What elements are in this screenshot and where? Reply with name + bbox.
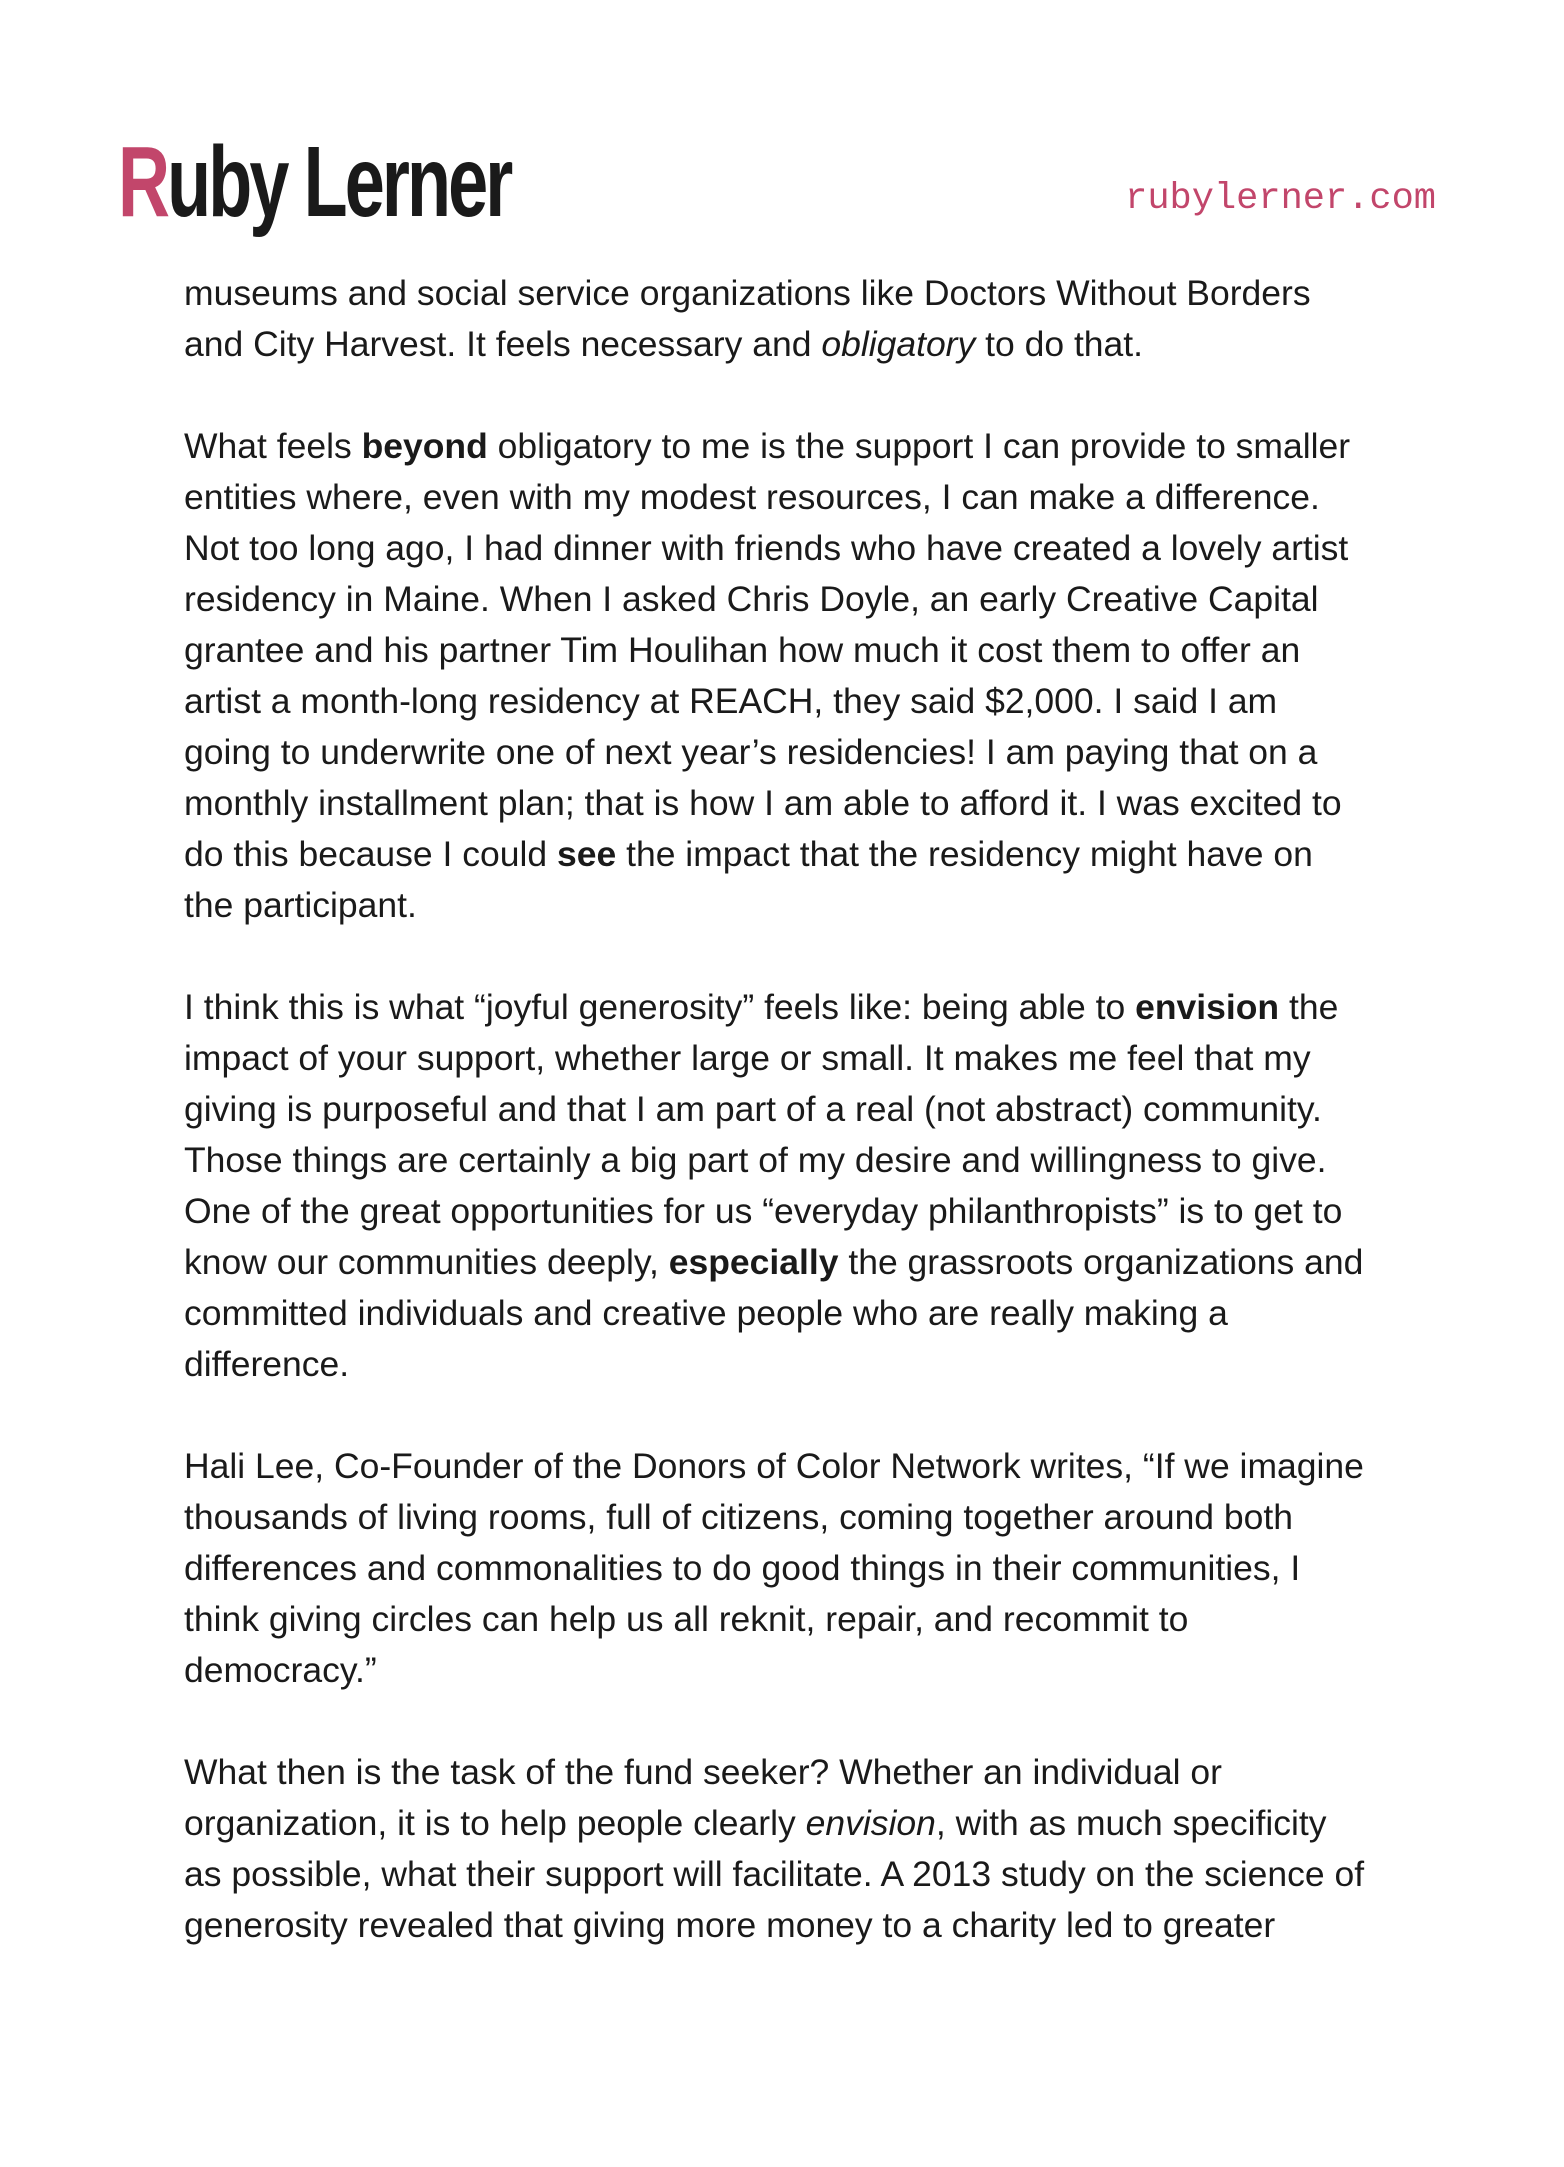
paragraph-1 <box>184 268 1404 370</box>
paragraph-3 <box>184 982 1404 1390</box>
text-line <box>184 319 1404 370</box>
text-line: museums and social service organizations like Doctors Without Borders <box>184 273 1311 313</box>
text-line: differences and commonalities to do good things in their communities, I <box>184 1548 1301 1588</box>
text-line: Hali Lee, Co-Founder of the Donors of Color Network writes, “If we imagine <box>184 1446 1364 1486</box>
text-line: generosity revealed that giving more money to a charity led to greater <box>184 1905 1276 1945</box>
text-line: the participant. <box>184 885 417 925</box>
text-line: entities where, even with my modest resources, I can make a difference. <box>184 477 1320 517</box>
text-line: artist a month-long residency at REACH, they said $2,000. I said I am <box>184 681 1278 721</box>
text-run: the impact that the residency might have on <box>616 834 1313 874</box>
logo-name-rest: uby Lerner <box>167 126 511 238</box>
text-line: giving is purposeful and that I am part of a real (not abstract) community. <box>184 1089 1322 1129</box>
text-line: One of the great opportunities for us “everyday philanthropists” is to get to <box>184 1191 1343 1231</box>
text-run: the grassroots organizations and <box>838 1242 1364 1282</box>
text-line <box>184 421 1404 472</box>
bold-especially: especially <box>668 1242 839 1282</box>
ruby-lerner-logo <box>118 126 511 238</box>
text-run: the <box>1279 987 1339 1027</box>
text-line: committed individuals and creative people who are really making a <box>184 1293 1228 1333</box>
paragraph-4 <box>184 1441 1404 1696</box>
text-run: organization, it is to help people clearly <box>184 1803 806 1843</box>
text-line: Not too long ago, I had dinner with friends who have created a lovely artist <box>184 528 1349 568</box>
text-run: do this because I could <box>184 834 557 874</box>
bold-see: see <box>557 834 617 874</box>
bold-envision: envision <box>1135 987 1280 1027</box>
logo-initial: R <box>118 126 168 238</box>
text-line: democracy.” <box>184 1650 377 1690</box>
emphasis-envision: envision <box>805 1803 936 1843</box>
article-body <box>184 268 1404 2002</box>
text-line: What then is the task of the fund seeker? Whether an individual or <box>184 1752 1222 1792</box>
site-url: rubylerner.com <box>1125 178 1436 220</box>
text-run: and City Harvest. It feels necessary and <box>184 324 822 364</box>
text-line: going to underwrite one of next year’s residencies! I am paying that on a <box>184 732 1318 772</box>
text-line: Those things are certainly a big part of my desire and willingness to give. <box>184 1140 1327 1180</box>
text-line: as possible, what their support will facilitate. A 2013 study on the science of <box>184 1854 1365 1894</box>
emphasis-obligatory: obligatory <box>821 324 976 364</box>
text-line: impact of your support, whether large or small. It makes me feel that my <box>184 1038 1311 1078</box>
text-run: obligatory to me is the support I can provide to smaller <box>487 426 1351 466</box>
paragraph-5 <box>184 1747 1404 1951</box>
text-line <box>184 829 1404 880</box>
text-line <box>184 1237 1404 1288</box>
text-line <box>184 982 1404 1033</box>
text-line: think giving circles can help us all reknit, repair, and recommit to <box>184 1599 1189 1639</box>
paragraph-2 <box>184 421 1404 931</box>
text-run: to do that. <box>975 324 1144 364</box>
text-line: difference. <box>184 1344 350 1384</box>
text-line: residency in Maine. When I asked Chris Doyle, an early Creative Capital <box>184 579 1319 619</box>
text-run: What feels <box>184 426 362 466</box>
text-line: thousands of living rooms, full of citizens, coming together around both <box>184 1497 1294 1537</box>
text-run: , with as much specificity <box>935 1803 1327 1843</box>
text-line <box>184 1798 1404 1849</box>
bold-beyond: beyond <box>361 426 488 466</box>
text-run: know our communities deeply, <box>184 1242 669 1282</box>
text-run: I think this is what “joyful generosity” feels like: being able to <box>184 987 1136 1027</box>
text-line: monthly installment plan; that is how I am able to afford it. I was excited to <box>184 783 1342 823</box>
text-line: grantee and his partner Tim Houlihan how much it cost them to offer an <box>184 630 1301 670</box>
